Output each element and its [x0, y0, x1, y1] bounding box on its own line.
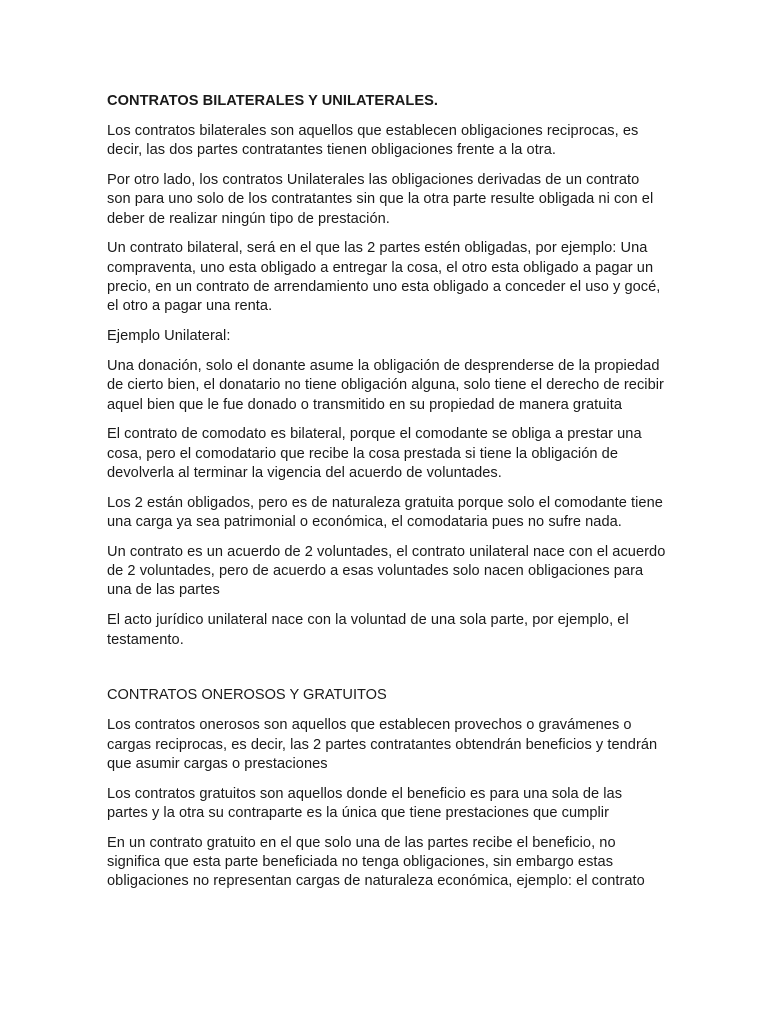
paragraph: Un contrato es un acuerdo de 2 voluntades, el contrato unilateral nace con el acuerdo de 2 voluntades, pero de acuerdo a esas voluntades solo nacen obligaciones para una de las partes: [107, 543, 666, 599]
section-spacer: [107, 660, 667, 686]
paragraph: Los 2 están obligados, pero es de naturaleza gratuita porque solo el comodante tiene una carga ya sea patrimonial o económica, el comodataria pues no sufre nada.: [107, 494, 663, 531]
paragraph: En un contrato gratuito en el que solo una de las partes recibe el beneficio, no significa que esta parte beneficiada no tenga obligaciones, sin embargo estas obligaciones no representan cargas de naturaleza económica, ejemplo: el contrato: [107, 834, 645, 890]
paragraph: Los contratos gratuitos son aquellos donde el beneficio es para una sola de las partes y la otra su contraparte es la única que tiene prestaciones que cumplir: [107, 785, 623, 822]
paragraph: Por otro lado, los contratos Unilaterales las obligaciones derivadas de un contrato son para uno solo de los contratantes sin que la otra parte resulte obligada ni con el deber de realizar ningún tipo de prestación.: [107, 172, 654, 227]
paragraph: Los contratos onerosos son aquellos que establecen provechos o gravámenes o cargas reciprocas, es decir, las 2 partes contratantes obtendrán beneficios y tendrán que asumir cargas o prestaciones: [107, 717, 658, 772]
paragraph: El contrato de comodato es bilateral, porque el comodante se obliga a prestar una cosa, pero el comodatario que recibe la cosa prestada si tiene la obligación de devolverla al terminar la vigencia del acuerdo de voluntades.: [107, 426, 642, 481]
paragraph: Una donación, solo el donante asume la obligación de desprenderse de la propiedad de cierto bien, el donatario no tiene obligación alguna, solo tiene el derecho de recibir aquel bien que le fue donado o transmitido en su propiedad de manera gratuita: [107, 357, 664, 413]
paragraph: Un contrato bilateral, será en el que las 2 partes estén obligadas, por ejemplo: Una compraventa, uno esta obligado a entregar la cosa, el otro esta obligado a pagar un precio, en un contrato de arrendamiento uno esta obligado a conceder el uso y gocé, el otro a pagar una renta.: [107, 240, 661, 315]
paragraph: Los contratos bilaterales son aquellos que establecen obligaciones reciprocas, es decir, las dos partes contratantes tienen obligaciones frente a la otra.: [107, 123, 639, 159]
document-page: [107, 92, 667, 902]
section-title-bilaterales: CONTRATOS BILATERALES Y UNILATERALES.: [107, 93, 439, 109]
paragraph: El acto jurídico unilateral nace con la voluntad de una sola parte, por ejemplo, el testamento.: [107, 612, 629, 648]
section-title-onerosos: CONTRATOS ONEROSOS Y GRATUITOS: [107, 687, 387, 704]
paragraph: Ejemplo Unilateral:: [107, 328, 231, 345]
